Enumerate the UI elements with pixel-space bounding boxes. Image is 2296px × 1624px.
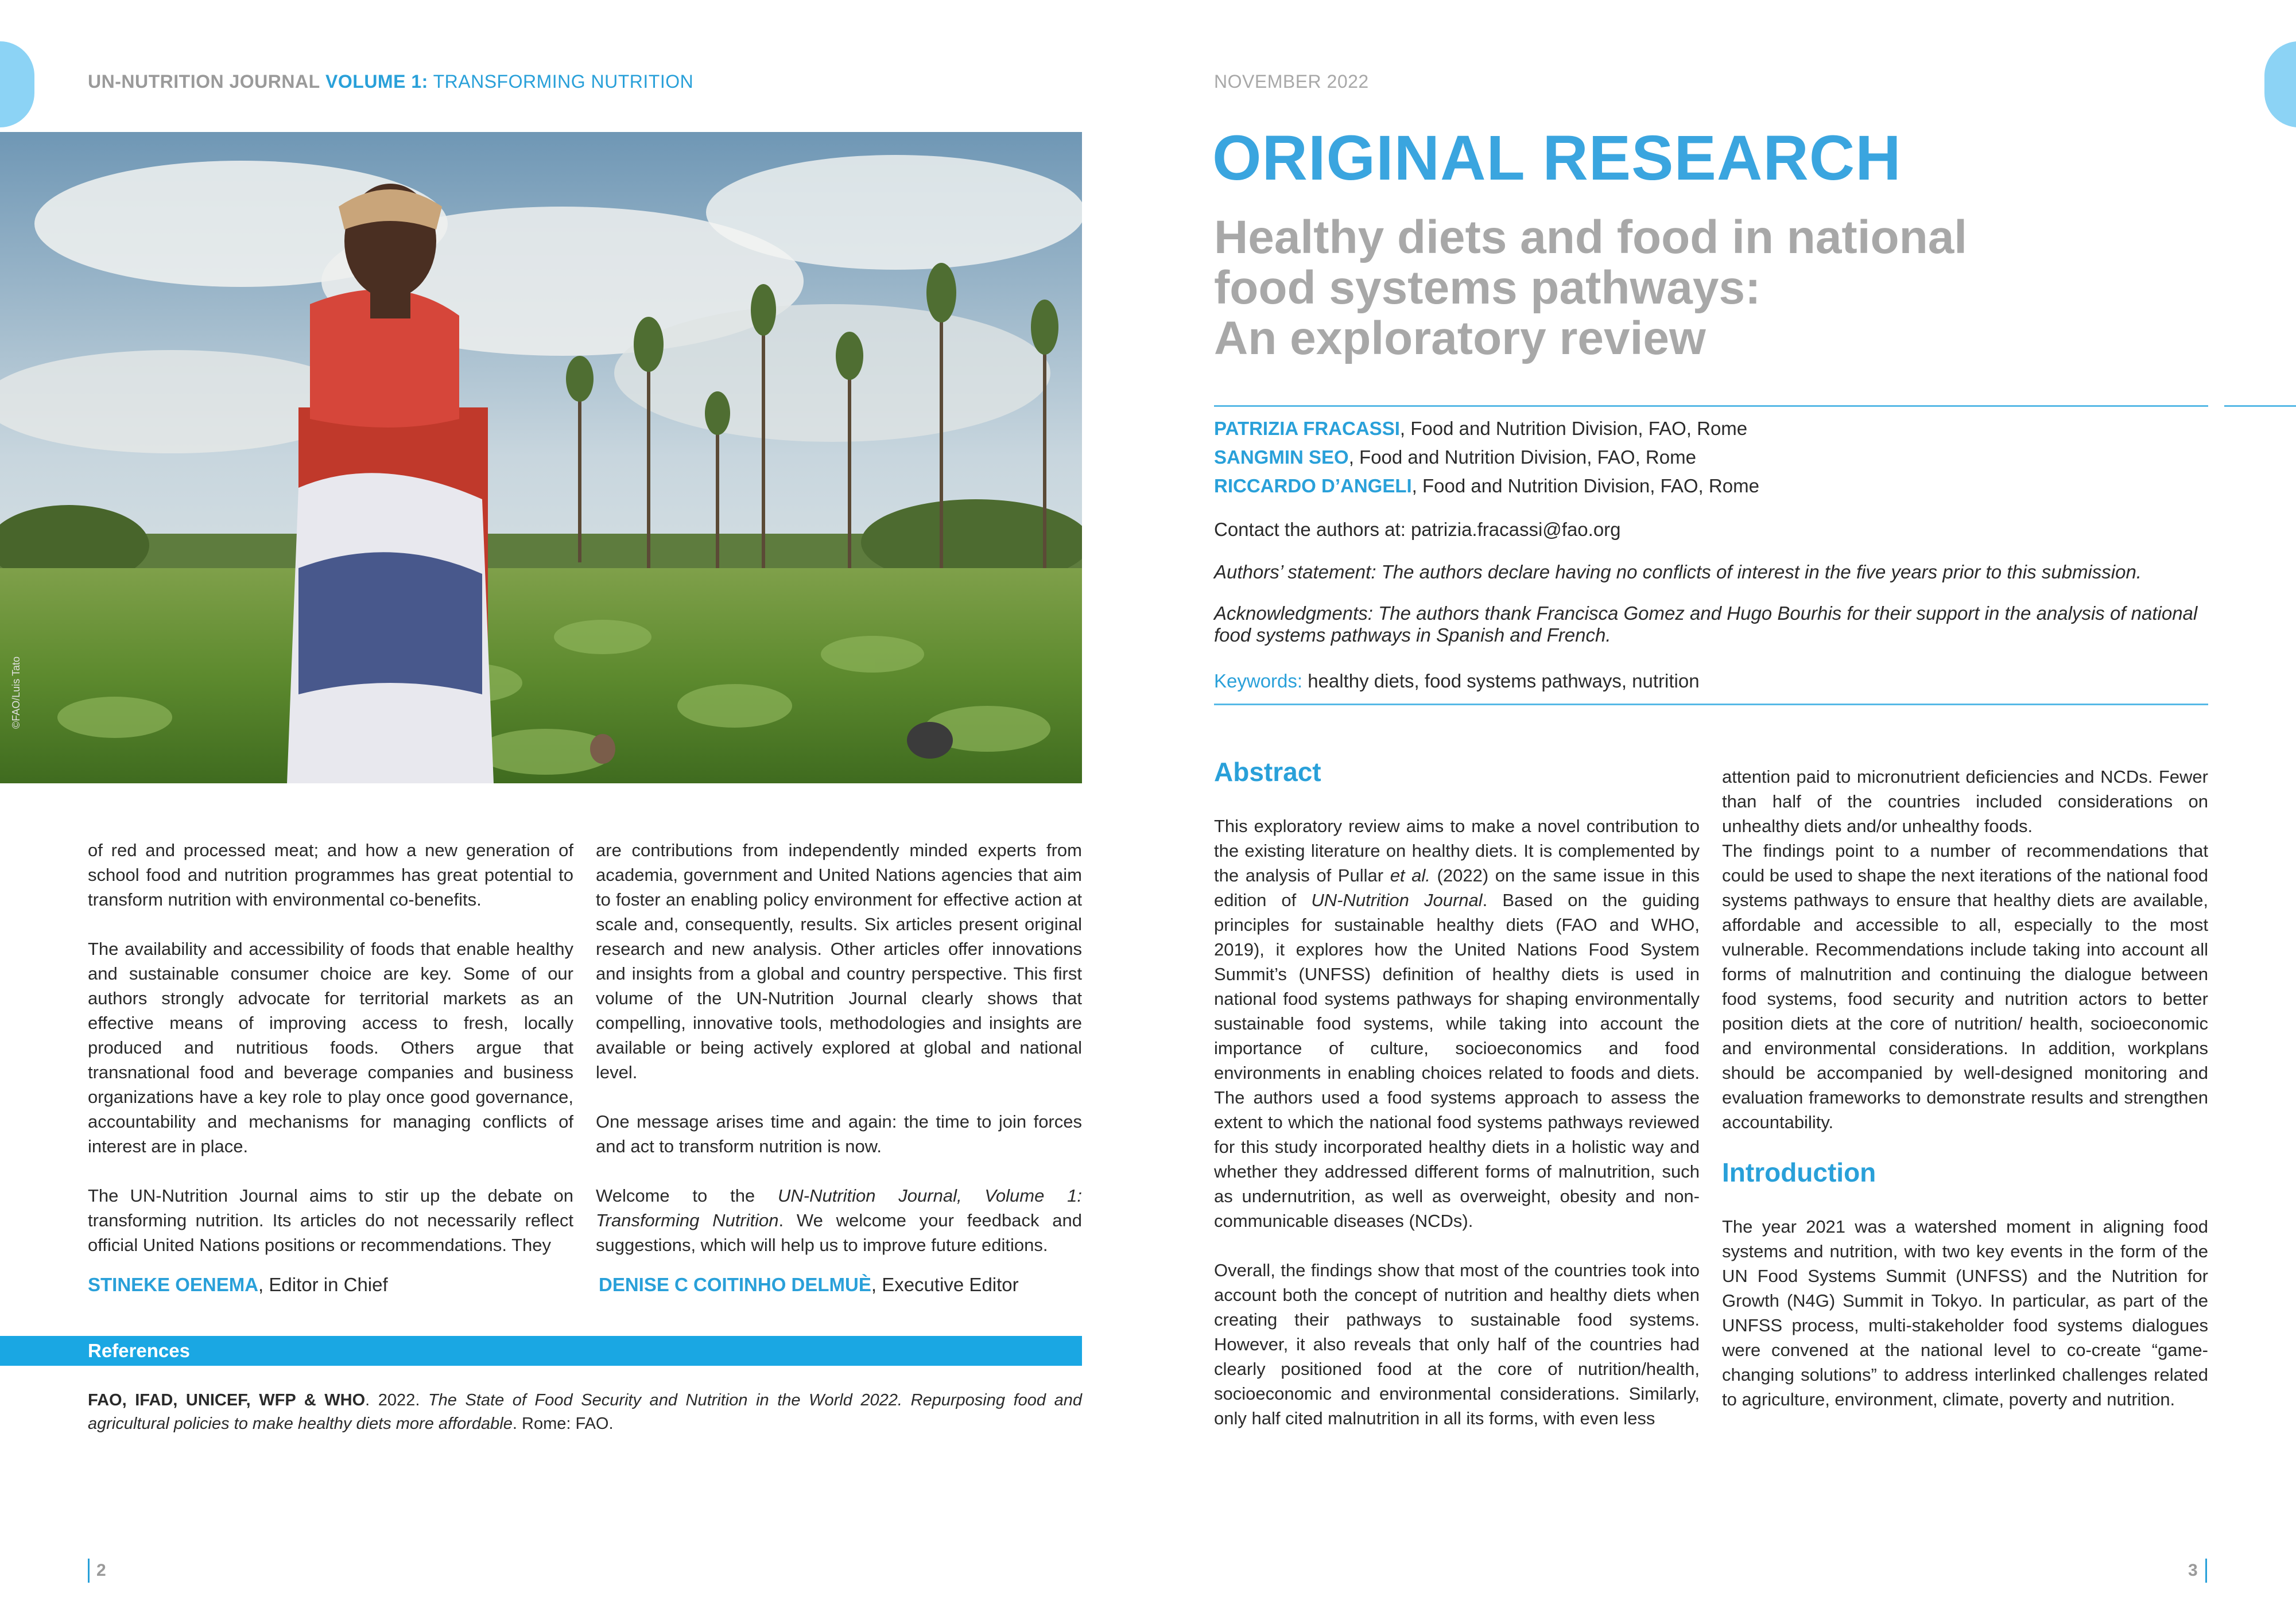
journal-volume: VOLUME 1: [325, 71, 428, 92]
contact-line: Contact the authors at: patrizia.fracassi@fao.org [1214, 519, 1621, 540]
abstract-column [1214, 814, 1700, 1431]
article-title [1214, 212, 2247, 364]
author-name: PATRIZIA FRACASSI [1214, 418, 1400, 439]
author-entry: SANGMIN SEO, Food and Nutrition Division, FAO, Rome [1214, 446, 1696, 468]
keywords-label: Keywords: [1214, 670, 1303, 691]
section-title: ORIGINAL RESEARCH [1212, 123, 1902, 193]
photo-credit: ©FAO/Luis Tato [10, 656, 22, 729]
editor-name: DENISE C COITINHO DELMUÈ [599, 1274, 871, 1295]
signature-executive-editor: DENISE C COITINHO DELMUÈ, Executive Editor [599, 1274, 1019, 1295]
divider-top-extension [2224, 405, 2296, 407]
article-title-line: Healthy diets and food in national [1214, 211, 1968, 263]
editorial-paragraph: One message arises time and again: the time to join forces and act to transform nutrition is now. [596, 1112, 1082, 1156]
abstract-paragraph: attention paid to micronutrient deficiencies and NCDs. Fewer than half of the countries included considerations on unhealthy diets and/or unhealthy foods. [1722, 767, 2208, 836]
editorial-paragraph: The UN-Nutrition Journal aims to stir up the debate on transforming nutrition. Its articles do not necessarily reflect official United Nations positions or recommendations. They [88, 1186, 573, 1255]
photo-illustration [0, 132, 1082, 783]
page-number-marker-left [88, 1559, 90, 1583]
author-entry: RICCARDO D’ANGELI, Food and Nutrition Division, FAO, Rome [1214, 475, 1759, 496]
abstract-paragraph: The findings point to a number of recommendations that could be used to shape the next iterations of the national food systems pathways to ensure that healthy diets are available, affordable and accessible to all, especially to the most vulnerable. Recommendations include taking into account all forms of malnutrition and continuing the dialogue between food systems, food security and nutrition actors to better position diets at the core of nutrition/ health, socioeconomic and environmental considerations. In addition, workplans should be accompanied by well-designed monitoring and evaluation frameworks to demonstrate results and strengthen accountability. [1722, 841, 2208, 1132]
editorial-paragraph: The availability and accessibility of foods that enable healthy and sustainable consumer choice are key. Some of our authors strongly advocate for territorial markets as an effective means of improving access to fresh, locally produced and nutritious foods. Others argue that transnational food and beverage companies and business organizations have a key role to play once good governance, accountability and mechanisms for managing conflicts of interest are in place. [88, 939, 573, 1156]
editor-name: STINEKE OENEMA [88, 1274, 259, 1295]
keywords-line: Keywords: healthy diets, food systems pathways, nutrition [1214, 670, 1700, 691]
abstract-heading: Abstract [1214, 757, 1321, 787]
introduction-column [1722, 1214, 2208, 1412]
editorial-column-2 [596, 838, 1082, 1257]
welcome-paragraph: Welcome to the UN-Nutrition Journal, Volume 1: Transforming Nutrition. We welcome your feedback and suggestions, which will help us to improve future editions. [596, 1186, 1083, 1255]
author-list [1214, 414, 1759, 500]
right-page-tab [2264, 41, 2296, 127]
divider-bottom [1214, 704, 2208, 705]
left-page-tab [0, 41, 34, 127]
abstract-paragraph: Overall, the findings show that most of the countries took into account both the concept of nutrition and healthy diets when creating their pathways to sustainable food systems. However, it also reveals that only half of the countries had clearly positioned food at the core of nutrition/health, socioeconomic and environmental considerations. Similarly, only half cited malnutrition in all its forms, with even less [1214, 1260, 1700, 1428]
running-header-left [88, 71, 693, 92]
references-heading: References [0, 1336, 1082, 1366]
article-title-line: food systems pathways: [1214, 262, 1761, 314]
journal-name: UN-NUTRITION JOURNAL [88, 71, 320, 92]
field-photo [0, 132, 1082, 783]
running-header-date: NOVEMBER 2022 [1214, 71, 1369, 92]
signature-editor-in-chief: STINEKE OENEMA, Editor in Chief [88, 1274, 388, 1295]
authors-statement: Authors’ statement: The authors declare having no conflicts of interest in the five years prior to this submission. [1214, 561, 2142, 582]
abstract-column-continued [1722, 764, 2208, 1135]
author-name: RICCARDO D’ANGELI [1214, 475, 1412, 496]
author-entry: PATRIZIA FRACASSI, Food and Nutrition Division, FAO, Rome [1214, 418, 1748, 439]
page-number-right: 3 [2188, 1561, 2198, 1580]
journal-theme: TRANSFORMING NUTRITION [433, 71, 694, 92]
editorial-column-1 [88, 838, 573, 1257]
editorial-paragraph: of red and processed meat; and how a new generation of school food and nutrition programmes has great potential to transform nutrition with environmental co-benefits. [88, 840, 573, 910]
article-title-line: An exploratory review [1214, 312, 1706, 364]
introduction-heading: Introduction [1722, 1157, 1876, 1187]
journal-title-italic: UN-Nutrition Journal, Volume 1: Transforming Nutrition [596, 1186, 1083, 1230]
acknowledgments: Acknowledgments: The authors thank Francisca Gomez and Hugo Bourhis for their support in the analysis of national food systems pathways in Spanish and French. [1214, 603, 2198, 646]
editorial-paragraph: are contributions from independently minded experts from academia, government and United Nations agencies that aim to foster an enabling policy environment for effective action at scale and, consequently, results. Six articles present original research and new analysis. Other articles offer innovations and insights from a global and country perspective. This first volume of the UN-Nutrition Journal clearly shows that compelling, innovative tools, methodologies and insights are available or being actively explored at global and national level. [596, 840, 1082, 1082]
author-name: SANGMIN SEO [1214, 446, 1349, 468]
abstract-paragraph: This exploratory review aims to make a novel contribution to the existing literature on healthy diets. It is complemented by the analysis of Pullar et al. (2022) on the same issue in this edition of UN-Nutrition Journal. Based on the guiding principles for sustainable healthy diets (FAO and WHO, 2019), it explores how the United Nations Food System Summit’s (UNFSS) definition of healthy diets is used in national food systems pathways for shaping environmentally sustainable food systems, while taking into account the importance of culture, socioeconomics and food environments in enabling choices related to foods and diets. The authors used a food systems approach to assess the extent to which the national food systems pathways reviewed for this study incorporated healthy diets in a holistic way and whether they addressed different forms of malnutrition, such as undernutrition, as well as overweight, obesity and non-communicable diseases (NCDs). [1214, 816, 1700, 1231]
divider-top [1214, 405, 2208, 407]
page-number-left: 2 [96, 1561, 106, 1580]
introduction-paragraph: The year 2021 was a watershed moment in aligning food systems and nutrition, with two key events in the form of the UN Food Systems Summit (UNFSS) and the Nutrition for Growth (N4G) Summit in Tokyo. In particular, as part of the UNFSS process, multi-stakeholder food systems dialogues were convened at the national level to co-create “game-changing solutions” to address interlinked challenges related to agriculture, environment, climate, poverty and nutrition. [1722, 1217, 2208, 1409]
page-number-marker-right [2205, 1559, 2207, 1583]
reference-entry: FAO, IFAD, UNICEF, WFP & WHO. 2022. The State of Food Security and Nutrition in the World 2022. Repurposing food and agricultural policies to make healthy diets more affordable. Rome: FAO. [88, 1391, 1082, 1433]
